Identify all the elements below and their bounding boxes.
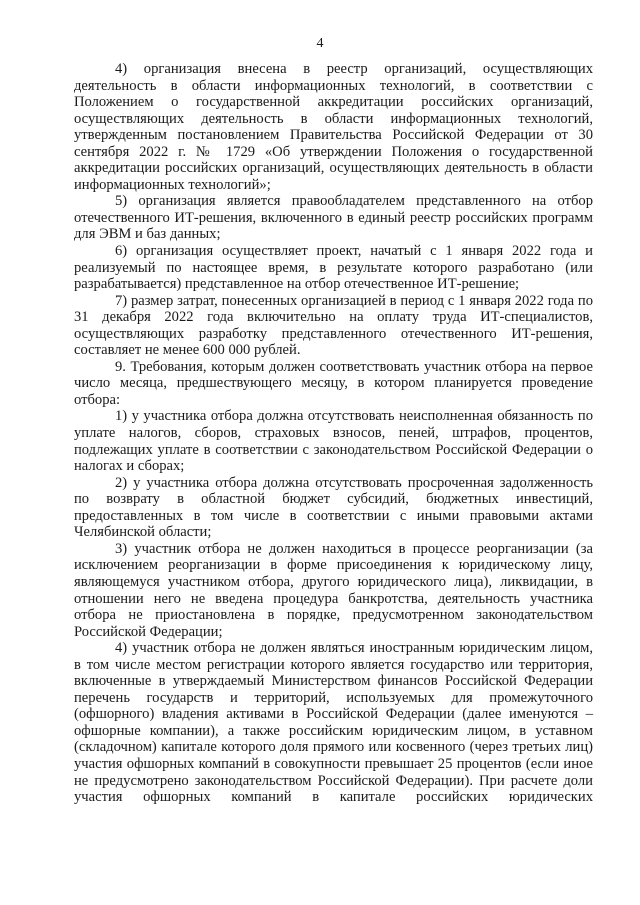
paragraph-requirement-3-reorganization: 3) участник отбора не должен находиться в процессе реорганизации (за исключением реорганизации в форме присоединения к юридическому лицу, являющемуся участником отбора, другого юридического лица), ликвидации, в отношении него не введена процедура банкротства, деятельность участника отбора не приостановлена в порядке, предусмотренном законодательством Российской Федерации;	[74, 540, 593, 640]
paragraph-item-5-rights-holder: 5) организация является правообладателем представленного на отбор отечественного ИТ-решения, включенного в единый реестр российских программ для ЭВМ и баз данных;	[74, 193, 593, 243]
paragraph-requirement-4-offshore: 4) участник отбора не должен являться иностранным юридическим лицом, в том числе местом регистрации которого является государство или территория, включенные в утверждаемый Министерством финансов Российской Федерации перечень государств и территорий, используемых для промежуточного (офшорного) владения активами в Российской Федерации (далее именуются – офшорные компании), а также российским юридическим лицом, в уставном (складочном) капитале которого доля прямого или косвенного (через третьих лиц) участия офшорных компаний в совокупности превышает 25 процентов (если иное не предусмотрено законодательством Российской Федерации). При расчете доли участия офшорных компаний в капитале российских юридических	[74, 640, 593, 806]
paragraph-item-6-project: 6) организация осуществляет проект, начатый с 1 января 2022 года и реализуемый по настоящее время, в результате которого разработано (или разрабатывается) представленное на отбор отечественное ИТ-решение;	[74, 243, 593, 293]
paragraph-item-7-costs: 7) размер затрат, понесенных организацией в период с 1 января 2022 года по 31 декабря 2022 года включительно на оплату труда ИТ-специалистов, осуществляющих разработку представленного отечественного ИТ-решения, составляет не менее 600 000 рублей.	[74, 292, 593, 359]
paragraph-section-9-requirements: 9. Требования, которым должен соответствовать участник отбора на первое число месяца, предшествующего месяцу, в котором планируется проведение отбора:	[74, 358, 593, 408]
paragraph-item-4-registry: 4) организация внесена в реестр организаций, осуществляющих деятельность в области информационных технологий, в соответствии с Положением о государственной аккредитации российских организаций, осуществляющих деятельность в области информационных технологий, утвержденным постановлением Правительства Российской Федерации от 30 сентября 2022 г. № 1729 «Об утверждении Положения о государственной аккредитации российских организаций, осуществляющих деятельность в области информационных технологий»;	[74, 61, 593, 193]
paragraph-requirement-1-taxes: 1) у участника отбора должна отсутствовать неисполненная обязанность по уплате налогов, сборов, страховых взносов, пеней, штрафов, процентов, подлежащих уплате в соответствии с законодательством Российской Федерации о налогах и сборах;	[74, 408, 593, 475]
page-number: 4	[316, 36, 324, 51]
paragraph-requirement-2-debt: 2) у участника отбора должна отсутствовать просроченная задолженность по возврату в областной бюджет субсидий, бюджетных инвестиций, предоставленных в том числе в соответствии с иными правовыми актами Челябинской области;	[74, 474, 593, 541]
document-body	[74, 61, 593, 806]
